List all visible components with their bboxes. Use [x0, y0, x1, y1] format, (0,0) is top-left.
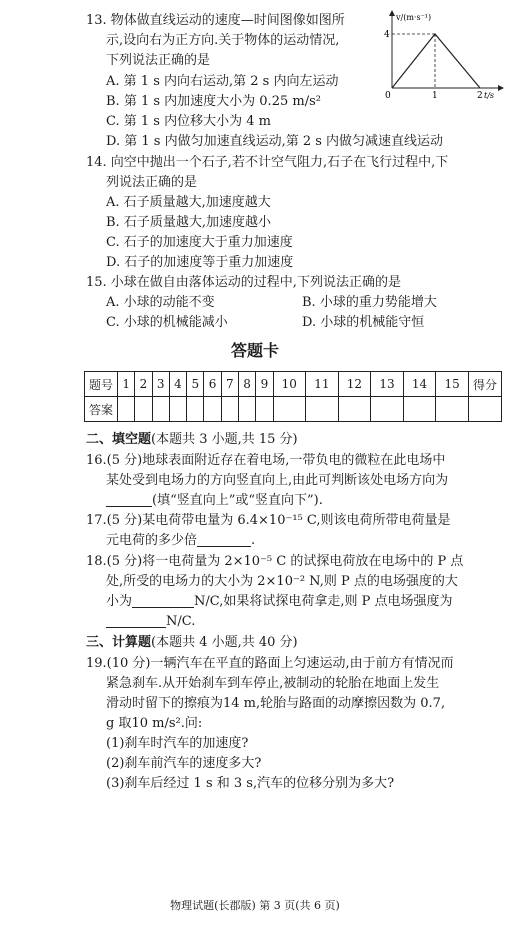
q19-line-1: 19.(10 分)一辆汽车在平直的路面上匀速运动,由于前方有情况而: [86, 656, 454, 671]
section-3-note: (本题共 4 小题,共 40 分): [151, 635, 298, 650]
question-number: 15: [436, 372, 469, 397]
answer-cell[interactable]: [152, 397, 169, 422]
q17-line-1: 17.(5 分)某电荷带电量为 6.4×10⁻¹⁵ C,则该电荷所带电荷量是: [86, 513, 451, 528]
number-row-label: 题号: [85, 372, 118, 397]
question-number: 14: [403, 372, 436, 397]
answer-row-label: 答案: [85, 397, 118, 422]
answer-card-answer-row: [85, 397, 502, 422]
question-number: 10: [273, 372, 306, 397]
section-3-title: 三、计算题: [86, 635, 152, 650]
q18-line-3-prefix: 小为: [106, 594, 133, 609]
q13-option-c: C. 第 1 s 内位移大小为 4 m: [106, 114, 271, 129]
score-label: 得分: [469, 372, 502, 397]
q13-stem-line-3: 下列说法正确的是: [106, 53, 211, 68]
q16-line-3-text: (填“竖直向上”或“竖直向下”).: [152, 493, 323, 508]
q19-subquestion-2: (2)刹车前汽车的速度多大?: [106, 756, 262, 771]
question-number: 3: [152, 372, 169, 397]
q18-line-1: 18.(5 分)将一电荷量为 2×10⁻⁵ C 的试探电荷放在电场中的 P 点: [86, 554, 464, 569]
answer-cell[interactable]: [338, 397, 371, 422]
question-number: 1: [118, 372, 135, 397]
q14-option-a: A. 石子质量越大,加速度越大: [106, 195, 271, 210]
q17-period: .: [251, 533, 256, 548]
q14-stem-line-1: 14. 向空中抛出一个石子,若不计空气阻力,石子在飞行过程中,下: [86, 155, 449, 170]
q18-answer-blank-2[interactable]: [106, 613, 166, 628]
answer-cell[interactable]: [306, 397, 339, 422]
q17-line-2-text: 元电荷的多少倍: [106, 533, 198, 548]
section-2-heading: [86, 431, 298, 449]
q15-option-b: B. 小球的重力势能增大: [302, 295, 437, 310]
q19-subquestion-3: (3)刹车后经过 1 s 和 3 s,汽车的位移分别为多大?: [106, 776, 395, 791]
question-number: 2: [135, 372, 152, 397]
q13-option-b: B. 第 1 s 内加速度大小为 0.25 m/s²: [106, 94, 321, 109]
q18-line-4-text: N/C.: [166, 614, 196, 629]
q17-line-2: [106, 532, 255, 550]
answer-cell[interactable]: [204, 397, 221, 422]
q19-subquestion-1: (1)刹车时汽车的加速度?: [106, 736, 249, 751]
q16-line-3: [106, 492, 323, 510]
q15-stem: 15. 小球在做自由落体运动的过程中,下列说法正确的是: [86, 275, 401, 290]
x-tick-2: 2: [477, 91, 483, 100]
q13-option-d: D. 第 1 s 内做匀加速直线运动,第 2 s 内做匀减速直线运动: [106, 134, 444, 149]
answer-cell[interactable]: [135, 397, 152, 422]
q18-line-3-suffix: N/C,如果将试探电荷拿走,则 P 点电场强度为: [194, 594, 453, 609]
page-footer: 物理试题(长郡版) 第 3 页(共 6 页): [170, 899, 340, 912]
q13-stem-line-2: 示,设向右为正方向.关于物体的运动情况,: [106, 33, 340, 48]
answer-cell[interactable]: [403, 397, 436, 422]
answer-card-number-row: [85, 372, 502, 397]
x-axis-label: t/s: [484, 91, 495, 100]
q18-line-2: 处,所受的电场力的大小为 2×10⁻² N,则 P 点的电场强度的大: [106, 574, 458, 589]
section-2-title: 二、填空题: [86, 432, 152, 447]
q14-option-d: D. 石子的加速度等于重力加速度: [106, 255, 294, 270]
question-number: 9: [256, 372, 273, 397]
q19-line-4: g 取10 m/s².问:: [106, 716, 203, 731]
q15-option-d: D. 小球的机械能守恒: [302, 315, 425, 330]
answer-cell[interactable]: [371, 397, 404, 422]
question-number: 13: [371, 372, 404, 397]
q18-answer-blank-1[interactable]: [132, 593, 194, 608]
q14-option-c: C. 石子的加速度大于重力加速度: [106, 235, 293, 250]
section-3-heading: [86, 634, 298, 652]
y-tick-4: 4: [384, 30, 390, 40]
q14-option-b: B. 石子质量越大,加速度越小: [106, 215, 271, 230]
x-tick-0: 0: [385, 91, 391, 100]
question-number: 12: [338, 372, 371, 397]
score-cell[interactable]: [469, 397, 502, 422]
question-number: 11: [306, 372, 339, 397]
question-number: 6: [204, 372, 221, 397]
answer-card-table: [84, 371, 502, 422]
q13-option-a: A. 第 1 s 内向右运动,第 2 s 内向左运动: [106, 74, 339, 89]
y-axis-arrow: [389, 10, 395, 16]
q15-option-a: A. 小球的动能不变: [106, 295, 215, 310]
q16-answer-blank[interactable]: [106, 492, 152, 507]
answer-cell[interactable]: [436, 397, 469, 422]
answer-cell[interactable]: [169, 397, 186, 422]
answer-cell[interactable]: [221, 397, 238, 422]
y-axis-label: v/(m·s⁻¹): [396, 13, 432, 22]
q17-answer-blank[interactable]: [197, 532, 251, 547]
answer-cell[interactable]: [273, 397, 306, 422]
x-tick-1: 1: [432, 91, 438, 100]
vt-graph: [380, 8, 505, 100]
q16-line-1: 16.(5 分)地球表面附近存在着电场,一带负电的微粒在此电场中: [86, 453, 446, 468]
q15-option-c: C. 小球的机械能减小: [106, 315, 228, 330]
question-number: 4: [169, 372, 186, 397]
q18-line-4: [106, 613, 195, 631]
q19-line-2: 紧急刹车.从开始刹车到车停止,被制动的轮胎在地面上发生: [106, 676, 440, 691]
answer-cell[interactable]: [118, 397, 135, 422]
section-2-note: (本题共 3 小题,共 15 分): [151, 432, 298, 447]
q18-line-3: [106, 593, 453, 611]
answer-cell[interactable]: [187, 397, 204, 422]
vt-curve: [392, 34, 480, 88]
question-number: 7: [221, 372, 238, 397]
question-number: 5: [187, 372, 204, 397]
q16-line-2: 某处受到电场力的方向竖直向上,由此可判断该处电场方向为: [106, 473, 449, 488]
q19-line-3: 滑动时留下的擦痕为14 m,轮胎与路面的动摩擦因数为 0.7,: [106, 696, 446, 711]
question-number: 8: [238, 372, 255, 397]
q13-stem-line-1: 13. 物体做直线运动的速度—时间图像如图所: [86, 13, 345, 28]
answer-card-title: 答题卡: [230, 341, 279, 360]
x-axis-arrow: [498, 85, 504, 91]
answer-cell[interactable]: [238, 397, 255, 422]
q14-stem-line-2: 列说法正确的是: [106, 175, 198, 190]
answer-cell[interactable]: [256, 397, 273, 422]
